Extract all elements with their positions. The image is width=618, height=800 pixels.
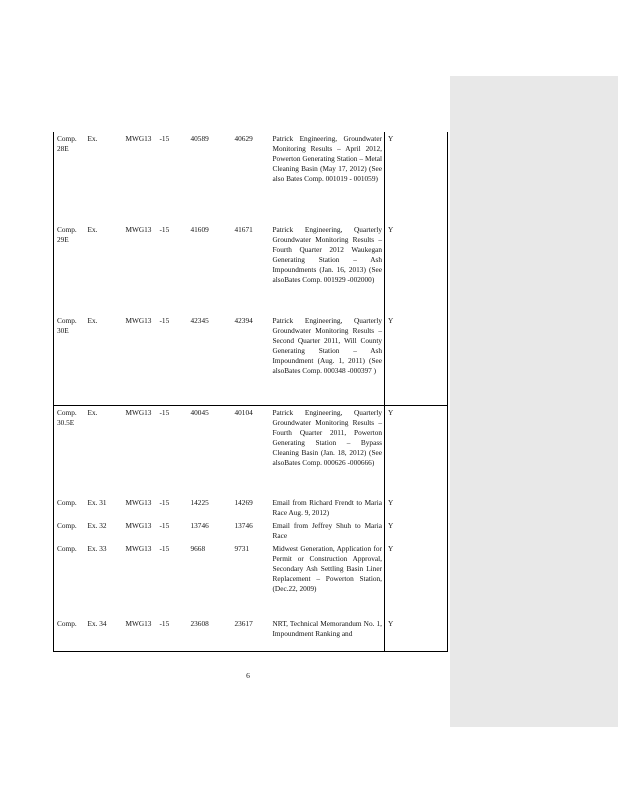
table-row <box>54 519 448 542</box>
table-row <box>54 314 448 405</box>
comment-sidebar <box>450 76 618 727</box>
exhibit-label: Ex. <box>87 316 98 325</box>
bates-prefix: MWG13 <box>123 405 157 496</box>
description: Patrick Engineering, Quarterly Groundwater Monitoring Results – Fourth Quarter 2012 Waukegan Generating Station – Ash Impoundments (Jan. 16, 2013) (See alsoBates Comp. 001929 -002000) <box>272 225 382 284</box>
description: Email from Jeffrey Shuh to Maria Race <box>272 521 382 540</box>
table-row <box>54 617 448 651</box>
bates-prefix: MWG13 <box>125 544 152 553</box>
bates-start: 40045 <box>188 405 232 496</box>
confidential-flag: Y <box>385 617 448 651</box>
bates-suffix: -15 <box>159 521 170 530</box>
confidential-flag: Y <box>385 132 448 223</box>
table-row <box>54 496 448 519</box>
bates-prefix: MWG13 <box>123 617 157 651</box>
bates-suffix: -15 <box>157 405 188 496</box>
comp-label: Comp. <box>54 496 85 519</box>
bates-end: 14269 <box>234 498 253 507</box>
confidential-flag: Y <box>385 314 448 405</box>
bates-prefix: MWG13 <box>125 521 152 530</box>
confidential-flag: Y <box>385 496 448 519</box>
table-row <box>54 542 448 617</box>
bates-suffix: -15 <box>157 617 188 651</box>
bates-prefix: MWG13 <box>125 225 152 234</box>
bates-suffix: -15 <box>159 225 170 234</box>
bates-start: 14225 <box>190 498 209 507</box>
bates-prefix: MWG13 <box>125 134 152 143</box>
table-row <box>54 223 448 314</box>
bates-start: 9668 <box>190 544 206 553</box>
bates-prefix: MWG13 <box>125 498 152 507</box>
bates-end: 41671 <box>234 225 253 234</box>
description: Email from Richard Frendt to Maria Race Aug. 9, 2012) <box>272 498 382 517</box>
bates-start: 23608 <box>188 617 232 651</box>
bates-suffix: -15 <box>159 498 170 507</box>
comp-label: Comp. 29E <box>54 223 85 314</box>
bates-end: 40629 <box>234 134 253 143</box>
exhibit-label: Ex. 33 <box>87 544 107 553</box>
exhibit-label: Ex. <box>87 134 98 143</box>
bates-suffix: -15 <box>159 316 170 325</box>
bates-end: 13746 <box>234 521 253 530</box>
bates-suffix: -15 <box>159 134 170 143</box>
comp-label: Comp. 30.5E <box>54 405 85 496</box>
comp-label: Comp. 30E <box>54 314 85 405</box>
description: NRT, Technical Memorandum No. 1, Impoundment Ranking and <box>270 617 385 651</box>
description: Patrick Engineering, Quarterly Groundwater Monitoring Results – Fourth Quarter 2011, Powerton Generating Station – Bypass Cleaning Basin (Jan. 18, 2012) (See alsoBates Comp. 000626 -000666) <box>270 405 385 496</box>
table-row <box>54 132 448 223</box>
bates-start: 41609 <box>190 225 209 234</box>
bates-start: 42345 <box>190 316 209 325</box>
bates-end: 9731 <box>234 544 250 553</box>
comp-label: Comp. 28E <box>54 132 85 223</box>
bates-prefix: MWG13 <box>125 316 152 325</box>
comp-label: Comp. <box>54 542 85 617</box>
exhibit-label: Ex. <box>87 225 98 234</box>
confidential-flag: Y <box>385 542 448 617</box>
description: Patrick Engineering, Groundwater Monitoring Results – April 2012, Powerton Generating Station – Metal Cleaning Basin (May 17, 2012) (See also Bates Comp. 001019 - 001059) <box>272 134 382 183</box>
bates-end: 42394 <box>234 316 253 325</box>
exhibit-table <box>53 132 448 652</box>
confidential-flag: Y <box>385 519 448 542</box>
description: Midwest Generation, Application for Permit or Construction Approval, Secondary Ash Settling Basin Liner Replacement – Powerton Station, (Dec.22, 2009) <box>272 544 382 593</box>
bates-suffix: -15 <box>159 544 170 553</box>
exhibit-label: Ex. 32 <box>87 521 107 530</box>
exhibit-label: Ex. 34 <box>85 617 123 651</box>
comp-label: Comp. <box>54 617 85 651</box>
table-row <box>54 405 448 496</box>
bates-end: 23617 <box>232 617 270 651</box>
confidential-flag: Y <box>385 223 448 314</box>
exhibit-label: Ex. <box>85 405 123 496</box>
bates-start: 40589 <box>190 134 209 143</box>
exhibit-label: Ex. 31 <box>87 498 107 507</box>
confidential-flag: Y <box>385 405 448 496</box>
comp-label: Comp. <box>54 519 85 542</box>
bates-end: 40104 <box>232 405 270 496</box>
description: Patrick Engineering, Quarterly Groundwater Monitoring Results – Second Quarter 2011, Will County Generating Station – Ash Impoundment (Aug. 1, 2011) (See alsoBates Comp. 000348 -000397 ) <box>272 316 382 375</box>
bates-start: 13746 <box>190 521 209 530</box>
page-number: 6 <box>246 671 250 680</box>
